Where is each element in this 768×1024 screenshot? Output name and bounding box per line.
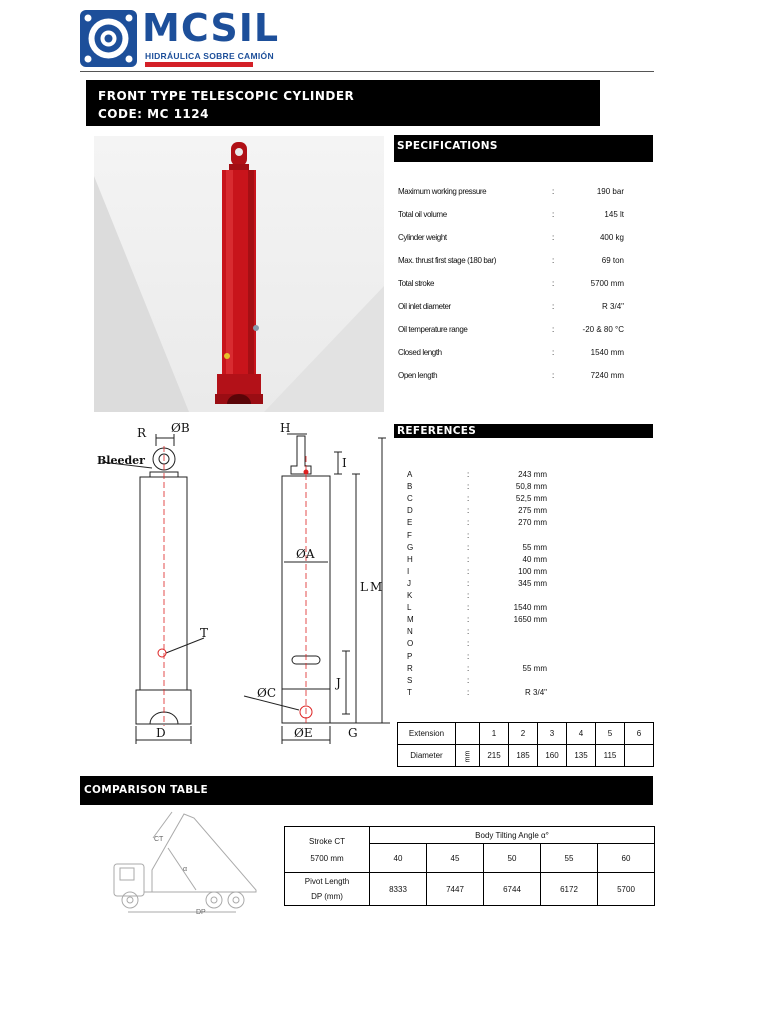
spec-row <box>398 233 624 249</box>
technical-drawing <box>94 416 394 746</box>
dim-label-l: L <box>360 580 368 594</box>
reference-row <box>407 676 547 688</box>
truck-diagram <box>108 808 268 920</box>
reference-value: 243 mm <box>518 470 547 479</box>
reference-key: P <box>407 651 413 661</box>
reference-colon: : <box>467 615 470 625</box>
stroke-label: Stroke CT <box>308 836 345 846</box>
reference-value: 275 mm <box>518 506 547 516</box>
reference-colon: : <box>467 494 470 504</box>
reference-colon: : <box>467 639 470 649</box>
pivot-value-cell: 6744 <box>484 873 541 906</box>
reference-colon: : <box>467 470 470 479</box>
angle-cell: 60 <box>598 844 655 873</box>
product-title-bar <box>86 80 600 126</box>
reference-colon: : <box>467 482 470 492</box>
dim-label-j: J <box>336 676 341 690</box>
dim-label-b: ØB <box>171 421 190 435</box>
reference-colon: : <box>467 591 470 600</box>
spec-colon: : <box>552 371 555 380</box>
stage-cell: 6 <box>625 723 654 745</box>
reference-row <box>407 494 547 506</box>
diameter-unit: mm <box>456 745 480 767</box>
reference-key: T <box>407 687 412 697</box>
reference-key: G <box>407 542 414 552</box>
spec-label: Max. thrust first stage (180 bar) <box>398 256 496 265</box>
angle-cell: 40 <box>370 844 427 873</box>
reference-key: B <box>407 482 413 492</box>
reference-row <box>407 567 547 579</box>
bleeder-label: Bleeder <box>97 454 145 467</box>
spec-colon: : <box>552 210 555 219</box>
pivot-label-2: DP (mm) <box>311 892 343 901</box>
extension-label: Extension <box>398 723 456 745</box>
reference-row <box>407 579 547 591</box>
spec-value: 400 kg <box>599 233 624 242</box>
pivot-row <box>285 873 655 906</box>
reference-key: C <box>407 494 413 504</box>
spec-label: Closed length <box>398 348 442 357</box>
reference-row <box>407 652 547 664</box>
reference-row <box>407 688 547 700</box>
comparison-header-row <box>285 827 655 844</box>
truck-label-ct: CT <box>154 836 164 843</box>
dim-label-g: G <box>348 726 358 740</box>
reference-colon: : <box>467 578 470 588</box>
angle-header: Body Tilting Angle α° <box>370 827 655 844</box>
product-title: FRONT TYPE TELESCOPIC CYLINDER <box>98 89 355 103</box>
stage-cell: 3 <box>538 723 567 745</box>
reference-colon: : <box>467 675 470 685</box>
diameter-row <box>398 745 654 767</box>
spec-value: 145 lt <box>604 210 624 219</box>
reference-colon: : <box>467 554 470 564</box>
spec-row <box>398 279 624 295</box>
diameter-cell <box>625 745 654 767</box>
angle-cell: 45 <box>427 844 484 873</box>
stroke-cell <box>285 827 370 873</box>
reference-key: S <box>407 675 413 685</box>
reference-colon: : <box>467 663 470 673</box>
angle-cell: 50 <box>484 844 541 873</box>
reference-key: E <box>407 518 413 528</box>
reference-colon: : <box>467 687 470 697</box>
reference-key: M <box>407 615 414 625</box>
reference-key: L <box>407 603 412 613</box>
reference-value: 52,5 mm <box>515 494 547 504</box>
spec-label: Total oil volume <box>398 210 447 219</box>
reference-colon: : <box>467 627 470 637</box>
reference-key: H <box>407 554 413 564</box>
spec-label: Cylinder weight <box>398 233 447 242</box>
comparison-table <box>284 826 655 906</box>
spec-label: Open length <box>398 371 438 380</box>
spec-label: Maximum working pressure <box>398 187 487 196</box>
spec-row <box>398 256 624 272</box>
reference-value: 50,8 mm <box>515 482 547 492</box>
spec-colon: : <box>552 256 555 265</box>
angle-cell: 55 <box>541 844 598 873</box>
pivot-value-cell: 5700 <box>598 873 655 906</box>
stroke-value: 5700 mm <box>310 853 344 863</box>
pivot-label-1: Pivot Length <box>304 877 350 886</box>
truck-label-dp: DP <box>196 909 206 916</box>
reference-row <box>407 482 547 494</box>
reference-key: K <box>407 591 413 600</box>
dim-label-r: R <box>137 426 147 440</box>
spec-row <box>398 187 624 203</box>
reference-colon: : <box>467 651 470 661</box>
spec-row <box>398 371 624 387</box>
dim-label-c: ØC <box>257 686 277 700</box>
diameter-cell: 135 <box>567 745 596 767</box>
diameter-label: Diameter <box>398 745 456 767</box>
pivot-value-cell: 7447 <box>427 873 484 906</box>
spec-colon: : <box>552 348 555 357</box>
reference-key: F <box>407 530 412 540</box>
spec-value: 7240 mm <box>590 371 624 380</box>
references-heading: REFERENCES <box>394 424 653 438</box>
reference-colon: : <box>467 603 470 613</box>
pivot-cell <box>285 873 370 906</box>
reference-colon: : <box>467 542 470 552</box>
reference-value: 55 mm <box>522 542 547 552</box>
reference-value: 1650 mm <box>513 615 547 625</box>
spec-label: Oil inlet diameter <box>398 302 451 311</box>
diameter-cell: 115 <box>596 745 625 767</box>
reference-key: D <box>407 506 413 516</box>
dim-label-d: D <box>156 726 166 740</box>
reference-row <box>407 615 547 627</box>
pivot-value-cell: 8333 <box>370 873 427 906</box>
reference-row <box>407 518 547 530</box>
diameter-cell: 160 <box>538 745 567 767</box>
dim-label-a: ØA <box>296 547 315 561</box>
spec-row <box>398 325 624 341</box>
spec-value: 69 ton <box>601 256 624 265</box>
product-code: CODE: MC 1124 <box>98 107 209 121</box>
reference-key: I <box>407 566 410 576</box>
reference-key: N <box>407 627 413 637</box>
spec-value: 5700 mm <box>590 279 624 288</box>
comparison-heading: COMPARISON TABLE <box>80 776 653 805</box>
dim-label-e: ØE <box>294 726 313 740</box>
stage-cell: 5 <box>596 723 625 745</box>
reference-colon: : <box>467 506 470 516</box>
reference-value: 100 mm <box>518 566 547 576</box>
spec-colon: : <box>552 302 555 311</box>
reference-colon: : <box>467 566 470 576</box>
reference-colon: : <box>467 530 470 540</box>
spec-value: -20 & 80 °C <box>582 325 624 334</box>
reference-row <box>407 627 547 639</box>
reference-key: J <box>407 578 411 588</box>
reference-key: O <box>407 639 414 649</box>
brand-tagline: HIDRÁULICA SOBRE CAMIÓN <box>145 51 274 61</box>
reference-value: 55 mm <box>522 663 547 673</box>
reference-row <box>407 470 547 482</box>
spec-label: Oil temperature range <box>398 325 468 334</box>
dim-label-i: I <box>342 456 347 470</box>
reference-value: 1540 mm <box>513 603 547 613</box>
brand-name: MCSIL <box>142 6 280 50</box>
spec-row <box>398 210 624 226</box>
reference-row <box>407 506 547 518</box>
reference-value: 270 mm <box>518 518 547 528</box>
reference-value: 345 mm <box>518 578 547 588</box>
spec-row <box>398 302 624 318</box>
extension-table <box>397 722 654 767</box>
header-divider <box>80 71 654 72</box>
reference-value: R 3/4" <box>525 687 547 697</box>
logo-emblem <box>80 10 137 67</box>
reference-key: A <box>407 470 413 479</box>
extension-spacer <box>456 723 480 745</box>
dim-label-t: T <box>200 626 209 640</box>
reference-row <box>407 639 547 651</box>
spec-value: R 3/4" <box>602 302 624 311</box>
spec-value: 190 bar <box>596 187 624 196</box>
reference-row <box>407 664 547 676</box>
diameter-cell: 215 <box>480 745 509 767</box>
dim-label-h: H <box>280 421 291 435</box>
spec-colon: : <box>552 187 555 196</box>
spec-colon: : <box>552 233 555 242</box>
spec-colon: : <box>552 279 555 288</box>
reference-row <box>407 531 547 543</box>
extension-row <box>398 723 654 745</box>
reference-value: 40 mm <box>522 554 547 564</box>
reference-row <box>407 543 547 555</box>
stage-cell: 2 <box>509 723 538 745</box>
spec-colon: : <box>552 325 555 334</box>
reference-row <box>407 555 547 567</box>
spec-label: Total stroke <box>398 279 435 288</box>
pivot-value-cell: 6172 <box>541 873 598 906</box>
specifications-heading: SPECIFICATIONS <box>394 135 653 162</box>
stage-cell: 1 <box>480 723 509 745</box>
dim-label-m: M <box>370 580 383 594</box>
spec-value: 1540 mm <box>590 348 624 357</box>
truck-label-alpha: α <box>183 866 188 873</box>
reference-key: R <box>407 663 413 673</box>
reference-row <box>407 591 547 603</box>
stage-cell: 4 <box>567 723 596 745</box>
diameter-cell: 185 <box>509 745 538 767</box>
spec-row <box>398 348 624 364</box>
brand-underline <box>145 62 253 67</box>
reference-row <box>407 603 547 615</box>
reference-colon: : <box>467 518 470 528</box>
cylinder-photo <box>94 136 384 412</box>
